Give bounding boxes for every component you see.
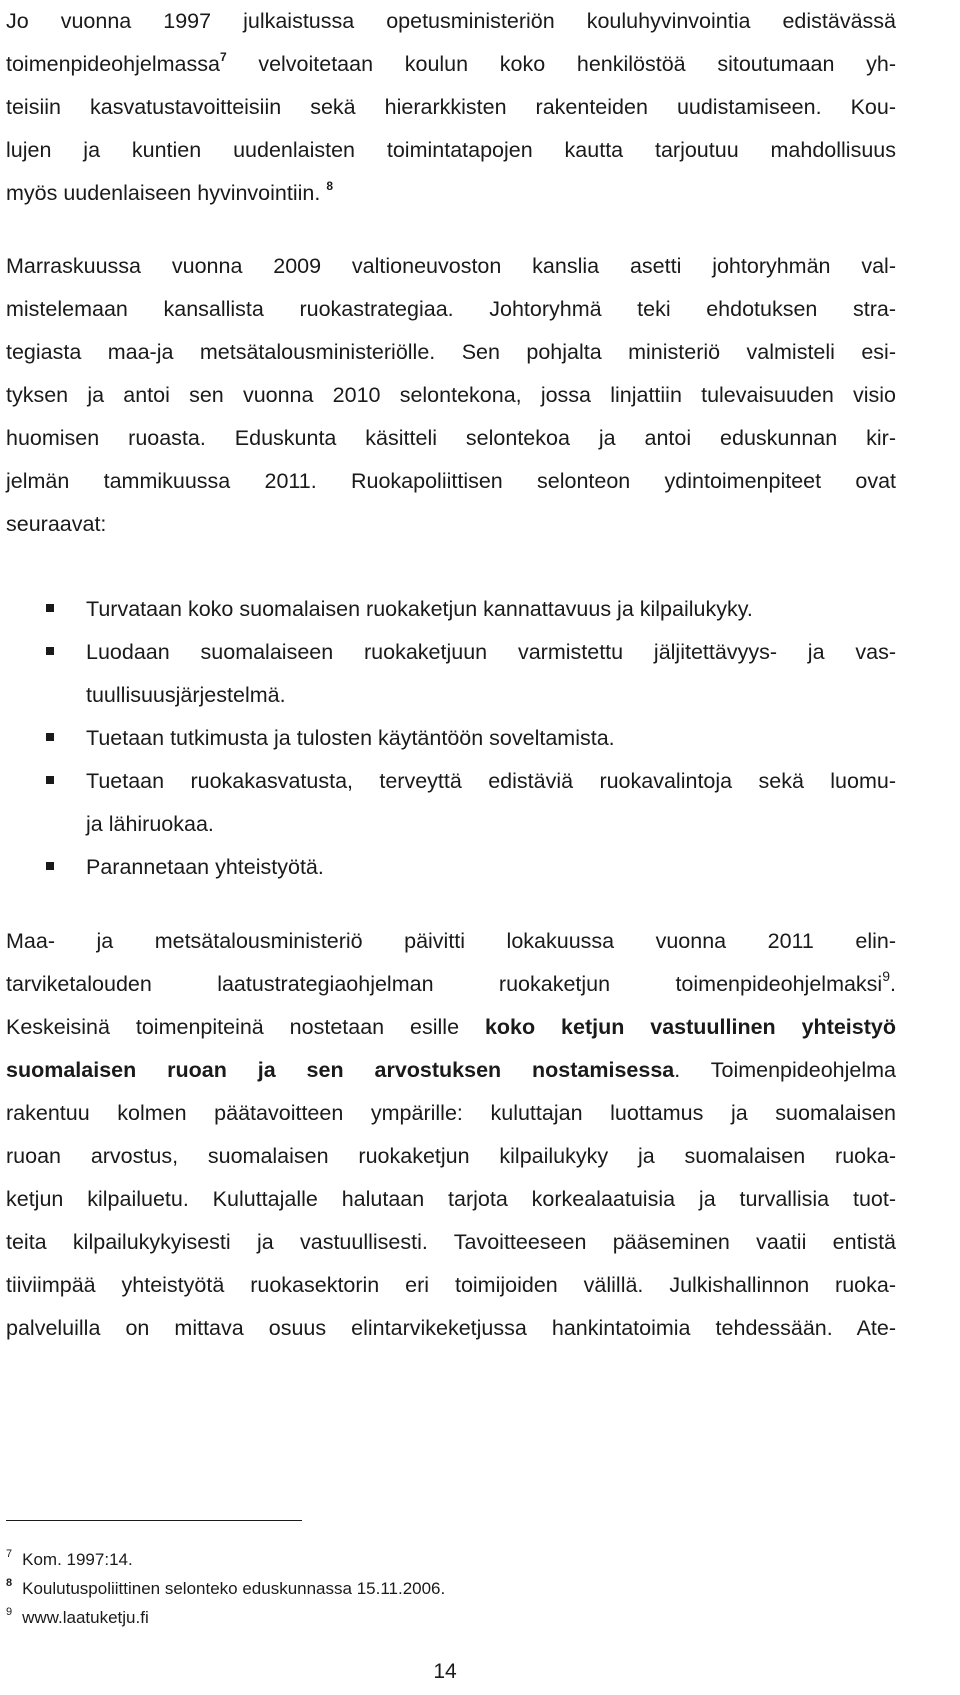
footnote-7: [6, 1545, 445, 1574]
text-line: [6, 963, 896, 1006]
footnote-number: 8: [6, 1577, 13, 1589]
bullet-square-icon: [46, 647, 54, 655]
footnote-9: [6, 1603, 445, 1632]
paragraph-ruokastrategia: [6, 245, 896, 546]
text-line: [6, 43, 896, 86]
footnote-8: [6, 1574, 445, 1603]
footnote-text: Koulutuspoliittinen selonteko eduskunnassa 15.11.2006.: [22, 1579, 446, 1598]
text-line: Luodaan suomalaiseen ruokaketjuun varmistettu jäljitettävyys- ja vas-: [86, 640, 896, 664]
footnote-number: 9: [6, 1606, 13, 1618]
footnote-number: 7: [6, 1548, 13, 1560]
list-item: [6, 717, 896, 760]
bold-emphasis: suomalaisen ruoan ja sen arvostuksen nostamisessa: [6, 1058, 675, 1082]
text-span: .: [890, 972, 896, 996]
footnote-divider: [6, 1520, 302, 1521]
text-line: huomisen ruoasta. Eduskunta käsitteli selontekoa ja antoi eduskunnan kir-: [6, 426, 896, 450]
text-line: lujen ja kuntien uudenlaisten toimintatapojen kautta tarjoutuu mahdollisuus: [6, 138, 896, 162]
list-item: [6, 631, 896, 717]
list-item: [6, 760, 896, 846]
list-item: [6, 588, 896, 631]
text-line: [6, 1006, 896, 1049]
text-line: Turvataan koko suomalaisen ruokaketjun kannattavuus ja kilpailukyky.: [86, 597, 753, 621]
text-line: [6, 172, 896, 215]
page-number: 14: [433, 1660, 457, 1683]
bullet-square-icon: [46, 862, 54, 870]
bullet-square-icon: [46, 776, 54, 784]
footnote-text: Kom. 1997:14.: [22, 1550, 133, 1569]
text-line: Parannetaan yhteistyötä.: [86, 855, 324, 879]
text-line: mistelemaan kansallista ruokastrategiaa. Johtoryhmä teki ehdotuksen stra-: [6, 297, 896, 321]
text-span: velvoitetaan koulun koko henkilöstöä sitoutumaan yh-: [258, 52, 896, 76]
footnote-ref-7[interactable]: 7: [219, 50, 227, 64]
text-line: palveluilla on mittava osuus elintarvikeketjussa hankintatoimia tehdessään. Ate-: [6, 1316, 896, 1340]
footnote-text[interactable]: www.laatuketju.fi: [22, 1608, 149, 1627]
bullet-square-icon: [46, 733, 54, 741]
text-line: Maa- ja metsätalousministeriö päivitti lokakuussa vuonna 2011 elin-: [6, 929, 896, 953]
text-line: Marraskuussa vuonna 2009 valtioneuvoston kanslia asetti johtoryhmän val-: [6, 254, 896, 278]
text-line: Jo vuonna 1997 julkaistussa opetusministeriön kouluhyvinvointia edistävässä: [6, 9, 896, 33]
text-span: toimenpideohjelmassa: [6, 52, 220, 76]
list-item: [6, 846, 896, 889]
text-line: ja lähiruokaa.: [86, 812, 214, 836]
text-line: rakentuu kolmen päätavoitteen ympärille: kuluttajan luottamus ja suomalaisen: [6, 1101, 896, 1125]
text-line: teisiin kasvatustavoitteisiin sekä hierarkkisten rakenteiden uudistamiseen. Kou-: [6, 95, 896, 119]
text-line: tegiasta maa-ja metsätalousministeriölle. Sen pohjalta ministeriö valmisteli esi-: [6, 340, 896, 364]
text-line: tiiviimpää yhteistyötä ruokasektorin eri toimijoiden välillä. Julkishallinnon ruoka-: [6, 1273, 896, 1297]
text-line: seuraavat:: [6, 512, 107, 536]
text-span: myös uudenlaiseen hyvinvointiin.: [6, 181, 321, 205]
text-line: ruoan arvostus, suomalaisen ruokaketjun kilpailukyky ja suomalaisen ruoka-: [6, 1144, 896, 1168]
footnote-ref-9[interactable]: 9: [882, 968, 891, 984]
text-span: . Toimenpideohjelma: [674, 1058, 896, 1082]
paragraph-kouluhyvinvointi: [6, 0, 896, 215]
text-line: tyksen ja antoi sen vuonna 2010 selontekona, jossa linjattiin tulevaisuuden visio: [6, 383, 896, 407]
text-line: Tuetaan tutkimusta ja tulosten käytäntöön soveltamista.: [86, 726, 615, 750]
text-line: [6, 1049, 896, 1092]
footnotes: [6, 1545, 445, 1632]
paragraph-laatustrategia: [6, 920, 896, 1350]
text-line: tuullisuusjärjestelmä.: [86, 683, 286, 707]
text-line: ketjun kilpailuetu. Kuluttajalle halutaan tarjota korkealaatuisia ja turvallisia tuot-: [6, 1187, 896, 1211]
text-line: teita kilpailukykyisesti ja vastuullisesti. Tavoitteeseen pääseminen vaatii entistä: [6, 1230, 896, 1254]
text-span: tarviketalouden laatustrategiaohjelman ruokaketjun toimenpideohjelmaksi: [6, 972, 883, 996]
bold-emphasis: koko ketjun vastuullinen yhteistyö: [484, 1015, 896, 1039]
text-span: Keskeisinä toimenpiteinä nostetaan esille: [6, 1015, 485, 1039]
footnote-ref-8[interactable]: 8: [326, 179, 333, 193]
bullet-square-icon: [46, 604, 54, 612]
text-line: Tuetaan ruokakasvatusta, terveyttä edistäviä ruokavalintoja sekä luomu-: [86, 769, 896, 793]
bullet-list: [6, 588, 896, 889]
text-line: jelmän tammikuussa 2011. Ruokapoliittisen selonteon ydintoimenpiteet ovat: [6, 469, 896, 493]
